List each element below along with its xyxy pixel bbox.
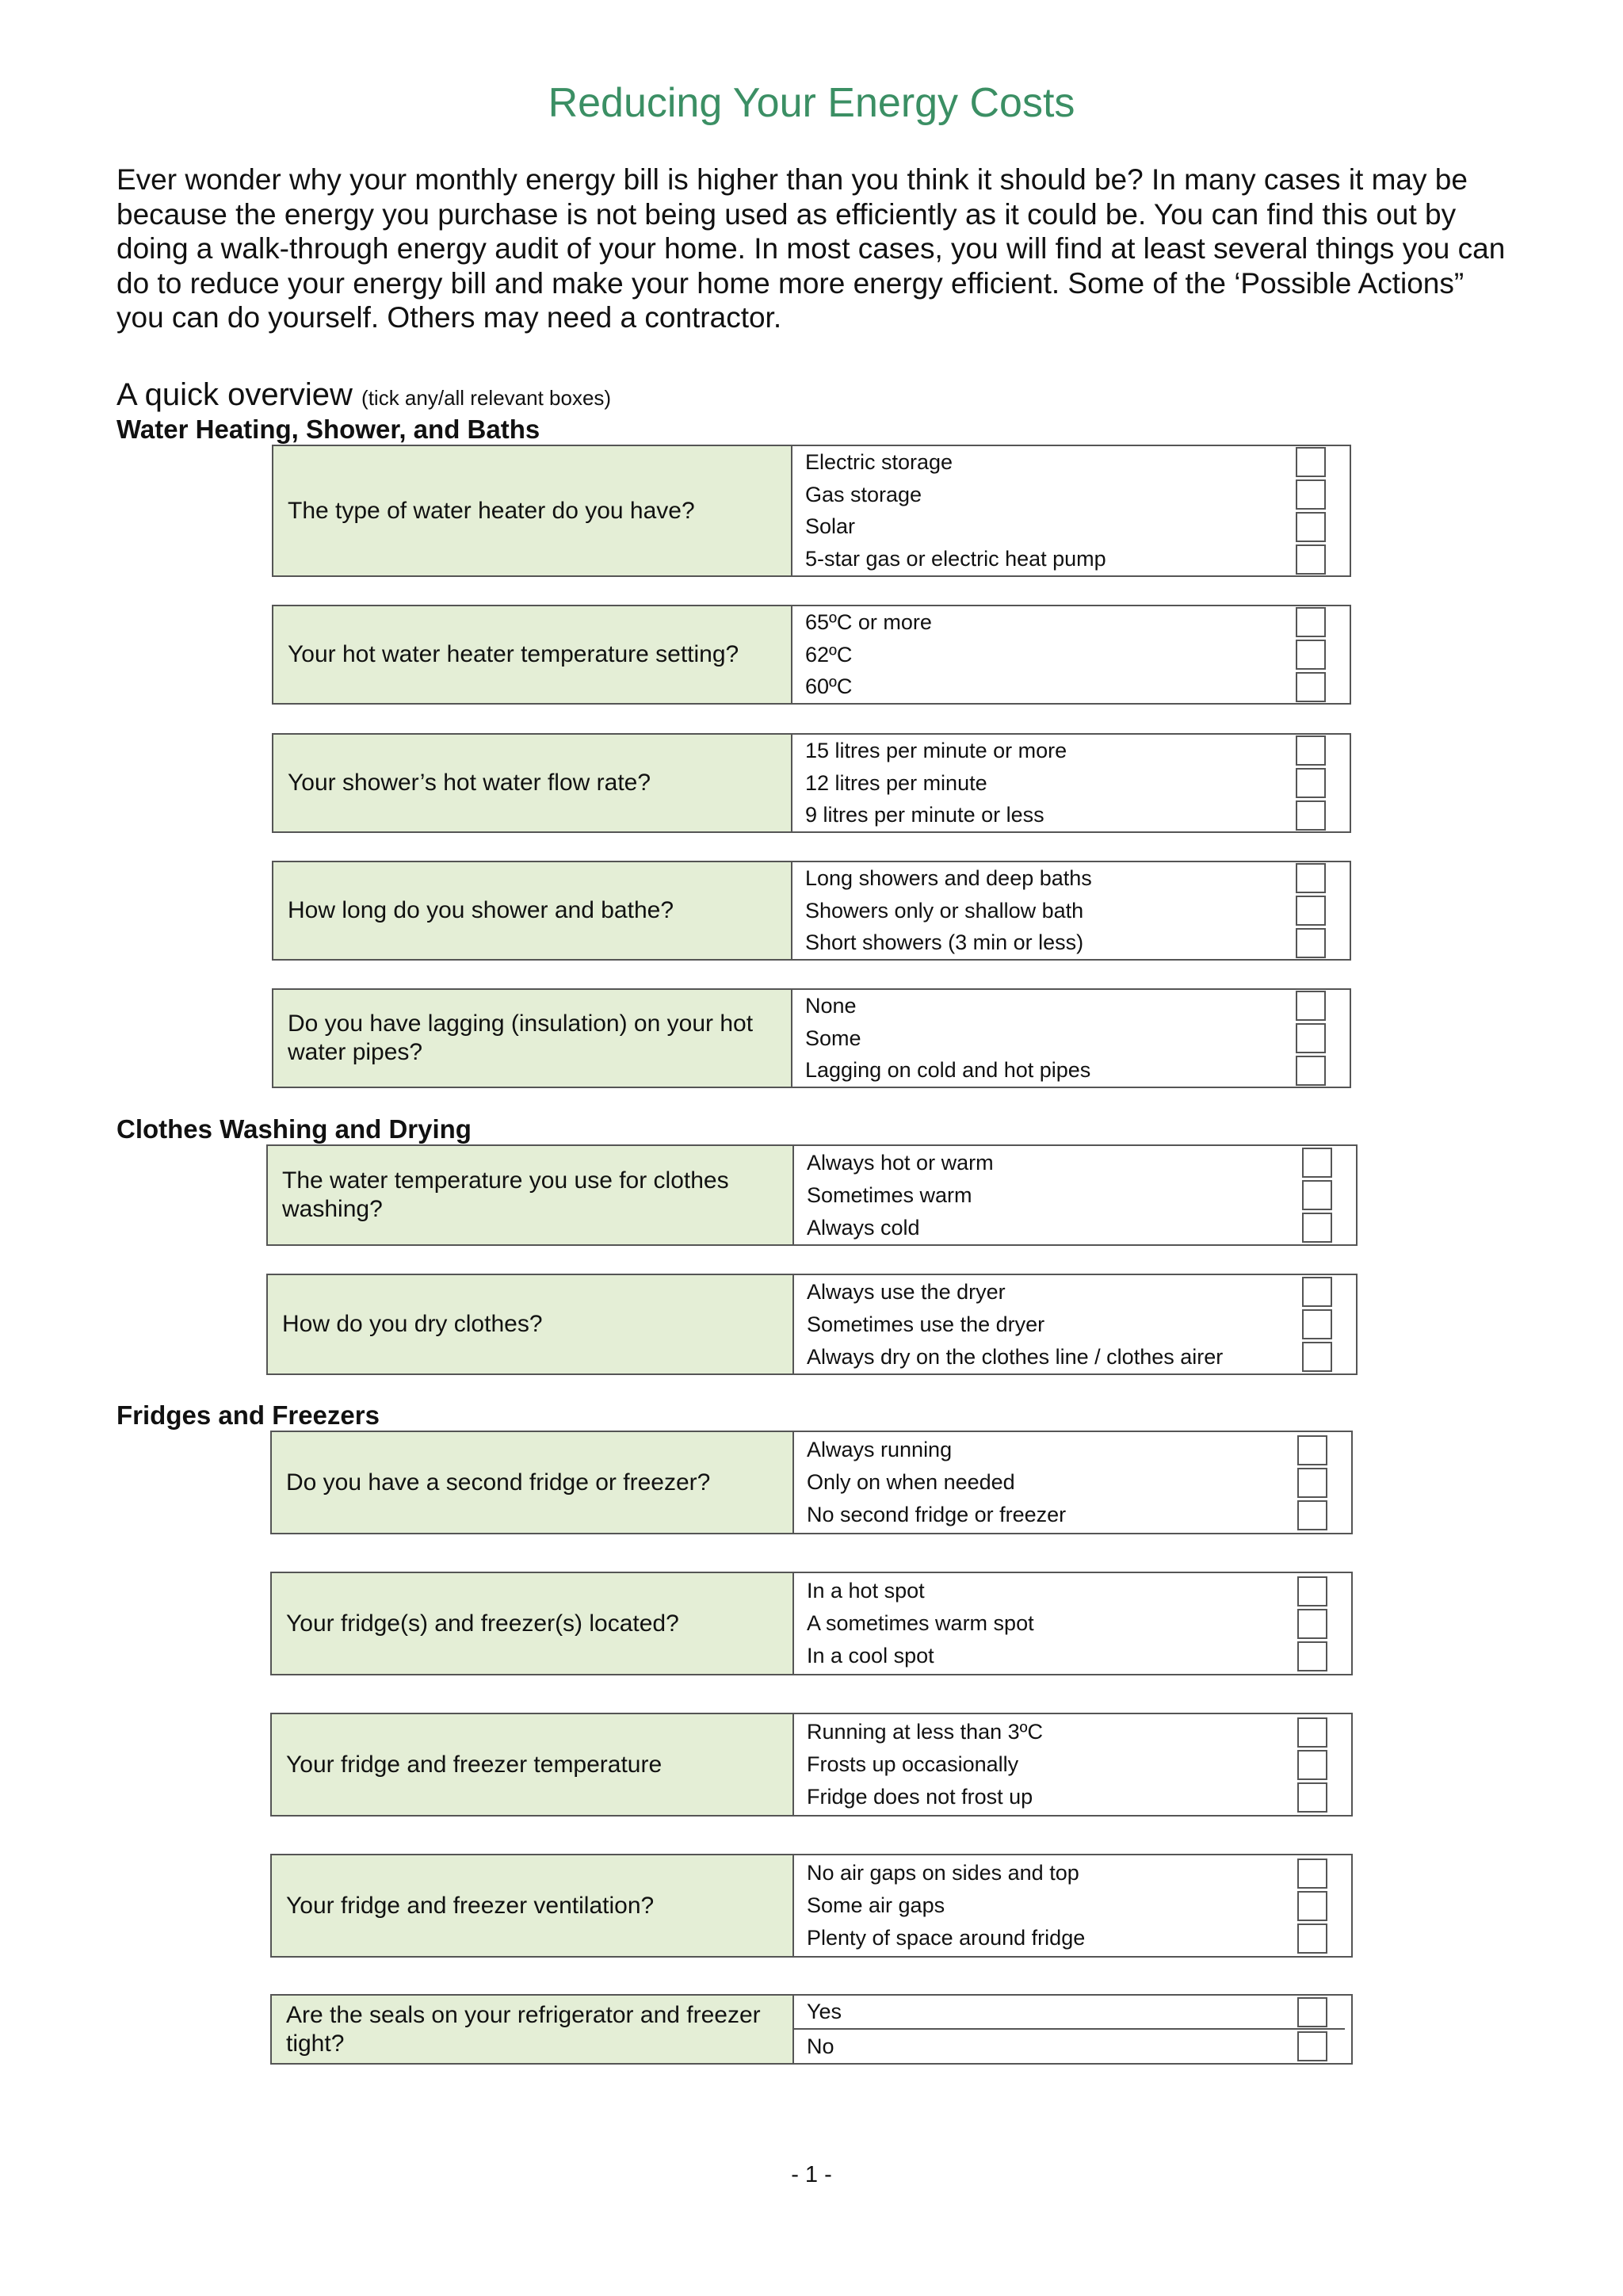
option-row[interactable] (794, 1748, 1345, 1781)
option-label: Frosts up occasionally (807, 1752, 1019, 1776)
option-row[interactable] (792, 990, 1343, 1022)
option-label: Long showers and deep baths (805, 865, 1092, 890)
question-washing-temperature (266, 1144, 1358, 1246)
option-row[interactable] (792, 543, 1343, 575)
question-label: Do you have lagging (insulation) on your hot water pipes? (273, 990, 792, 1087)
checkbox[interactable] (1297, 1641, 1327, 1671)
checkbox[interactable] (1296, 928, 1326, 958)
option-label: Some (805, 1026, 861, 1050)
option-label: Lagging on cold and hot pipes (805, 1058, 1091, 1083)
page-title: Reducing Your Energy Costs (548, 80, 1075, 126)
option-row[interactable] (792, 479, 1343, 511)
option-label: Sometimes warm (807, 1182, 972, 1207)
option-row[interactable] (794, 1308, 1350, 1341)
option-row[interactable] (792, 606, 1343, 639)
option-row[interactable] (794, 1640, 1345, 1672)
checkbox[interactable] (1297, 2031, 1327, 2061)
option-row[interactable] (792, 1022, 1343, 1055)
option-label: 5-star gas or electric heat pump (805, 547, 1106, 571)
question-fridge-location (270, 1572, 1353, 1675)
question-label: How do you dry clothes? (268, 1275, 794, 1373)
checkbox[interactable] (1297, 1576, 1327, 1606)
checkbox[interactable] (1296, 607, 1326, 637)
checkbox[interactable] (1297, 1997, 1327, 2027)
option-row[interactable] (792, 670, 1343, 703)
checkbox[interactable] (1296, 800, 1326, 831)
options-list (794, 1432, 1351, 1533)
checkbox[interactable] (1297, 1924, 1327, 1954)
question-label: Your hot water heater temperature setting? (273, 606, 792, 703)
question-label: Are the seals on your refrigerator and freezer tight? (272, 1996, 794, 2063)
checkbox[interactable] (1296, 1056, 1326, 1086)
option-row[interactable] (792, 639, 1343, 671)
option-label: Gas storage (805, 482, 922, 506)
checkbox[interactable] (1296, 512, 1326, 542)
overview-title: A quick overview (116, 377, 353, 412)
checkbox[interactable] (1297, 1468, 1327, 1498)
intro-paragraph: Ever wonder why your monthly energy bill is higher than you think it should be? In many cases it may be because the energy you purchase is not being used as efficiently as it could be. You can find this out by doing a walk-through energy audit of your home. In most cases, you will find at least several things you can do to reduce your energy bill and make your home more energy efficient. Some of the ‘Possible Actions” you can do yourself. Others may need a contractor. (116, 163, 1506, 334)
option-label: Fridge does not frost up (807, 1785, 1033, 1809)
options-list (794, 1996, 1351, 2063)
options-list (792, 446, 1350, 575)
question-fridge-ventilation (270, 1854, 1353, 1958)
question-fridge-seals (270, 1994, 1353, 2065)
checkbox[interactable] (1296, 768, 1326, 798)
option-row[interactable] (792, 735, 1343, 767)
option-row[interactable] (794, 1147, 1350, 1179)
checkbox[interactable] (1296, 672, 1326, 702)
checkbox[interactable] (1297, 1891, 1327, 1921)
checkbox[interactable] (1296, 863, 1326, 893)
checkbox[interactable] (1296, 1023, 1326, 1053)
question-drying-method (266, 1274, 1358, 1375)
option-row[interactable] (794, 1889, 1345, 1922)
option-row[interactable] (794, 1996, 1345, 2030)
option-label: Solar (805, 514, 856, 539)
option-row[interactable] (792, 446, 1343, 479)
option-label: No (807, 2034, 834, 2058)
option-label: Only on when needed (807, 1470, 1015, 1494)
option-label: Short showers (3 min or less) (805, 930, 1084, 955)
options-list (794, 1573, 1351, 1674)
option-row[interactable] (794, 1716, 1345, 1748)
option-row[interactable] (792, 862, 1343, 895)
question-water-heater-temperature (272, 605, 1351, 705)
option-label: No second fridge or freezer (807, 1503, 1067, 1526)
checkbox[interactable] (1296, 640, 1326, 670)
question-label: How long do you shower and bathe? (273, 862, 792, 959)
option-row[interactable] (792, 1054, 1343, 1087)
option-label: Showers only or shallow bath (805, 898, 1084, 923)
option-row[interactable] (794, 1276, 1350, 1308)
option-row[interactable] (794, 1179, 1350, 1212)
question-fridge-temperature (270, 1713, 1353, 1817)
section-heading-clothes: Clothes Washing and Drying (116, 1114, 472, 1144)
option-label: No air gaps on sides and top (807, 1861, 1079, 1885)
option-label: In a hot spot (807, 1579, 925, 1603)
option-label: 65ºC or more (805, 609, 932, 634)
checkbox[interactable] (1302, 1180, 1332, 1210)
option-row[interactable] (794, 1434, 1345, 1466)
checkbox[interactable] (1297, 1750, 1327, 1780)
question-second-fridge (270, 1431, 1353, 1534)
options-list (792, 735, 1350, 831)
checkbox[interactable] (1296, 544, 1326, 575)
question-label: Your fridge(s) and freezer(s) located? (272, 1573, 794, 1674)
options-list (792, 862, 1350, 959)
options-list (792, 990, 1350, 1087)
page-number: - 1 - (791, 2162, 832, 2187)
checkbox[interactable] (1296, 447, 1326, 477)
checkbox[interactable] (1296, 479, 1326, 510)
option-label: Always hot or warm (807, 1150, 994, 1175)
option-label: 60ºC (805, 674, 853, 699)
checkbox[interactable] (1297, 1500, 1327, 1530)
option-row[interactable] (794, 1575, 1345, 1607)
checkbox[interactable] (1296, 991, 1326, 1021)
option-label: Always cold (807, 1215, 920, 1240)
checkbox[interactable] (1302, 1309, 1332, 1339)
options-list (792, 606, 1350, 703)
checkbox[interactable] (1296, 896, 1326, 926)
option-row[interactable] (794, 1781, 1345, 1813)
option-row[interactable] (794, 2030, 1345, 2063)
option-label: In a cool spot (807, 1644, 934, 1668)
question-shower-duration (272, 861, 1351, 961)
checkbox[interactable] (1296, 735, 1326, 766)
option-label: Always dry on the clothes line / clothes airer (807, 1344, 1224, 1369)
question-shower-flow-rate (272, 733, 1351, 833)
checkbox[interactable] (1297, 1435, 1327, 1465)
question-label: Your fridge and freezer temperature (272, 1714, 794, 1815)
checkbox[interactable] (1297, 1859, 1327, 1889)
checkbox[interactable] (1302, 1277, 1332, 1307)
option-row[interactable] (794, 1607, 1345, 1640)
option-row[interactable] (794, 1341, 1350, 1373)
option-label: Always running (807, 1438, 953, 1461)
option-label: 62ºC (805, 642, 853, 667)
option-row[interactable] (792, 767, 1343, 800)
checkbox[interactable] (1302, 1213, 1332, 1243)
option-label: Electric storage (805, 449, 953, 474)
option-row[interactable] (792, 895, 1343, 927)
option-row[interactable] (792, 799, 1343, 831)
options-list (794, 1146, 1356, 1244)
option-row[interactable] (794, 1922, 1345, 1954)
question-label: Do you have a second fridge or freezer? (272, 1432, 794, 1533)
option-row[interactable] (794, 1499, 1345, 1531)
option-label: Sometimes use the dryer (807, 1312, 1045, 1336)
overview-note: (tick any/all relevant boxes) (361, 386, 612, 410)
option-row[interactable] (794, 1212, 1350, 1244)
checkbox[interactable] (1302, 1148, 1332, 1178)
section-heading-fridges: Fridges and Freezers (116, 1400, 380, 1430)
checkbox[interactable] (1302, 1342, 1332, 1372)
question-water-heater-type (272, 445, 1351, 577)
option-label: Plenty of space around fridge (807, 1926, 1086, 1950)
section-heading-water: Water Heating, Shower, and Baths (116, 415, 540, 444)
checkbox[interactable] (1297, 1609, 1327, 1639)
question-label: The water temperature you use for clothes washing? (268, 1146, 794, 1244)
option-label: Always use the dryer (807, 1279, 1006, 1304)
options-list (794, 1275, 1356, 1373)
options-list (794, 1714, 1351, 1815)
option-label: 12 litres per minute (805, 770, 987, 795)
question-label: Your shower’s hot water flow rate? (273, 735, 792, 831)
option-row[interactable] (794, 1857, 1345, 1889)
option-label: Some air gaps (807, 1893, 945, 1917)
overview-heading (116, 376, 611, 417)
option-label: 15 litres per minute or more (805, 738, 1067, 762)
option-row[interactable] (792, 511, 1343, 544)
option-label: 9 litres per minute or less (805, 803, 1044, 827)
option-label: A sometimes warm spot (807, 1611, 1034, 1635)
option-label: Yes (807, 2000, 842, 2023)
checkbox[interactable] (1297, 1782, 1327, 1813)
option-row[interactable] (794, 1466, 1345, 1499)
checkbox[interactable] (1297, 1717, 1327, 1748)
option-row[interactable] (792, 926, 1343, 959)
options-list (794, 1855, 1351, 1956)
question-pipe-lagging (272, 988, 1351, 1088)
option-label: Running at less than 3ºC (807, 1720, 1044, 1744)
option-label: None (805, 993, 857, 1018)
question-label: Your fridge and freezer ventilation? (272, 1855, 794, 1956)
question-label: The type of water heater do you have? (273, 446, 792, 575)
